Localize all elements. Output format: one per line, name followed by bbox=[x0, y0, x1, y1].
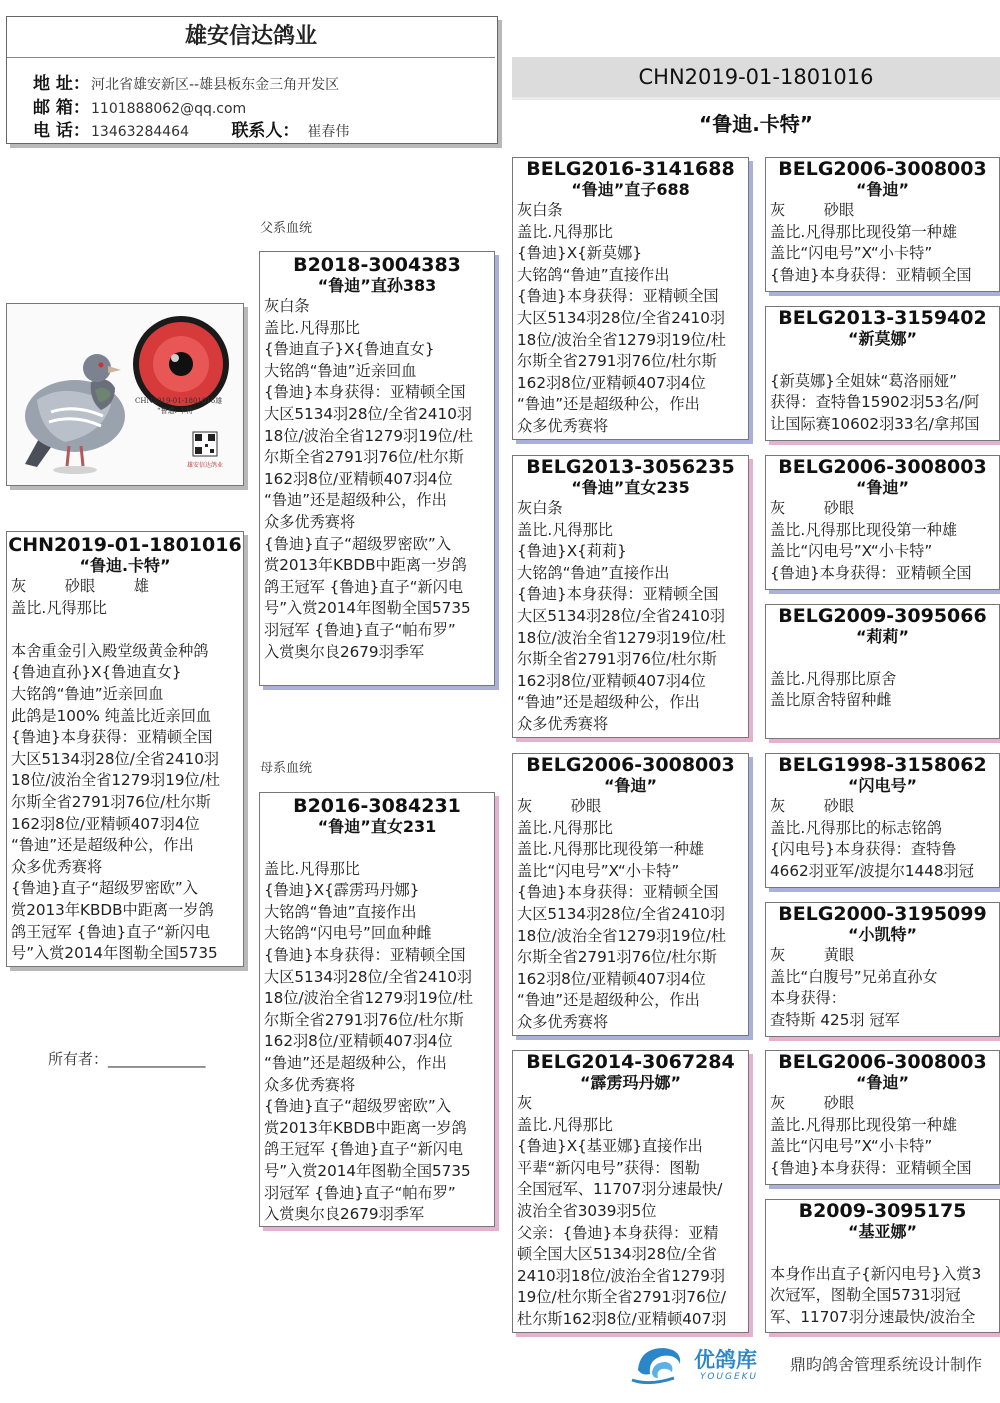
dam-card bbox=[259, 792, 495, 1227]
card-notes bbox=[513, 498, 748, 736]
note-line: 次冠军，图勒全国5731羽冠 bbox=[770, 1286, 961, 1305]
note-line: 灰 黄眼 bbox=[770, 946, 855, 964]
pigeon-photo-graphic bbox=[7, 304, 243, 485]
sire-ring: B2018-3004383 bbox=[293, 254, 461, 276]
note-line: 赏2013年KBDB中距离一岁鸽 bbox=[264, 1118, 467, 1137]
card-notes bbox=[766, 200, 999, 286]
note-line: 大区5134羽28位/全省2410羽 bbox=[11, 749, 220, 768]
address-value: 河北省雄安新区--雄县板东金三角开发区 bbox=[91, 77, 340, 93]
note-line: 让国际赛10602羽33名/拿邦国 bbox=[770, 414, 980, 433]
note-line: “鲁迪”还是超级种公，作出 bbox=[264, 491, 447, 510]
note-line: 灰 砂眼 bbox=[770, 499, 855, 517]
note-line: 18位/波治全省1279羽19位/杜 bbox=[264, 426, 474, 445]
swirl-logo-icon bbox=[630, 1340, 690, 1386]
owner-blank: _____________ bbox=[108, 1050, 206, 1068]
photo-watermark: 雄安信达鸽业 bbox=[187, 462, 224, 469]
phone-value: 13463284464 bbox=[91, 124, 189, 140]
card-notes bbox=[766, 349, 999, 435]
sire-name: “鲁迪”直孙383 bbox=[317, 276, 437, 295]
note-line bbox=[11, 619, 239, 641]
note-line: 盖比“闪电号”X“小卡特” bbox=[517, 861, 680, 880]
note-line: 盖比.凡得那比 bbox=[517, 520, 613, 539]
sire-card bbox=[259, 251, 495, 686]
note-line: 18位/波治全省1279羽19位/杜 bbox=[11, 771, 221, 790]
note-line: 盖比.凡得那比现役第一种雄 bbox=[770, 520, 958, 539]
note-line: 大铭鸽“鲁迪”近亲回血 bbox=[264, 361, 417, 380]
card-name: “鲁迪”直子688 bbox=[571, 180, 690, 199]
ggp-card-4 bbox=[765, 604, 1000, 739]
card-name: “莉莉” bbox=[855, 627, 910, 646]
note-line: 灰白条 bbox=[517, 201, 563, 219]
note-line: 号”入赏2014年图勒全国5735 bbox=[11, 944, 218, 963]
card-ring: BELG2013-3056235 bbox=[526, 456, 735, 478]
note-line: 尔斯全省2791羽76位/杜尔斯 bbox=[11, 792, 211, 811]
card-notes bbox=[513, 200, 748, 438]
note-line: 羽冠军 {鲁迪}直子“帕布罗” bbox=[264, 1183, 456, 1202]
logo-text-cn: 优鸽库 bbox=[694, 1348, 757, 1372]
photo-caption-name: “鲁迪. 卡特” bbox=[157, 407, 197, 415]
note-line: 入赏奥尔良2679羽季军 bbox=[264, 1205, 425, 1224]
dam-notes bbox=[260, 837, 494, 1226]
note-line: 众多优秀赛将 bbox=[517, 714, 609, 733]
subject-card bbox=[6, 531, 244, 967]
card-name: “闪电号” bbox=[847, 776, 918, 795]
note-line: 灰 砂眼 雄 bbox=[11, 577, 149, 595]
note-line: 162羽8位/亚精顿407羽4位 bbox=[517, 373, 706, 392]
email-row bbox=[33, 93, 246, 118]
note-line: 尔斯全省2791羽76位/杜尔斯 bbox=[517, 352, 717, 371]
note-line: 波治全省3039羽5位 bbox=[517, 1201, 657, 1220]
note-line: 灰 砂眼 bbox=[517, 797, 602, 815]
note-line: 162羽8位/亚精顿407羽4位 bbox=[264, 1032, 453, 1051]
note-line: 162羽8位/亚精顿407羽4位 bbox=[264, 469, 453, 488]
note-line: 尔斯全省2791羽76位/杜尔斯 bbox=[517, 650, 717, 669]
note-line bbox=[264, 837, 490, 859]
note-line: 盖比.凡得那比的标志铭鸽 bbox=[770, 818, 942, 837]
note-line: 18位/波治全省1279羽19位/杜 bbox=[517, 926, 727, 945]
dam-ring: B2016-3084231 bbox=[293, 795, 461, 817]
main-ring-band: CHN2019-01-1801016 bbox=[512, 57, 1000, 97]
note-line: 盖比.凡得那比现役第一种雄 bbox=[517, 840, 705, 859]
main-pigeon-name: “鲁迪.卡特” bbox=[699, 112, 813, 136]
note-line: 盖比.凡得那比 bbox=[517, 818, 613, 837]
card-ring: BELG2006-3008003 bbox=[778, 158, 987, 180]
note-line: 盖比原舍特留种雌 bbox=[770, 691, 892, 710]
note-line: 18位/波治全省1279羽19位/杜 bbox=[264, 989, 474, 1008]
email-label: 邮 箱： bbox=[33, 98, 90, 118]
note-line: 盖比.凡得那比 bbox=[517, 222, 613, 241]
note-line: {鲁迪}本身获得：亚精顿全国 bbox=[770, 563, 972, 582]
note-line: 大铭鸽“鲁迪”直接作出 bbox=[264, 902, 417, 921]
card-ring: BELG2013-3159402 bbox=[778, 307, 987, 329]
note-line: {鲁迪}X{霹雳玛丹娜} bbox=[264, 881, 420, 900]
note-line: {鲁迪}本身获得：亚精顿全国 bbox=[11, 728, 213, 747]
owner-label: 所有者： bbox=[48, 1050, 109, 1068]
note-line: 灰白条 bbox=[264, 297, 310, 315]
note-line: 号”入赏2014年图勒全国5735 bbox=[264, 1161, 471, 1180]
note-line: {鲁迪}X{莉莉} bbox=[517, 542, 627, 561]
note-line: “鲁迪”还是超级种公，作出 bbox=[517, 693, 700, 712]
note-line: {鲁迪}本身获得：亚精顿全国 bbox=[517, 883, 719, 902]
card-ring: BELG2014-3067284 bbox=[526, 1051, 735, 1073]
note-line: 尔斯全省2791羽76位/杜尔斯 bbox=[264, 1010, 464, 1029]
note-line: 大区5134羽28位/全省2410羽 bbox=[517, 308, 726, 327]
granddam-paternal-card bbox=[512, 455, 749, 738]
granddam-maternal-card bbox=[512, 1050, 749, 1333]
note-line: 2410羽18位/波治全省1279羽 bbox=[517, 1266, 726, 1285]
note-line: {新莫娜}全姐妹“葛洛丽娅” bbox=[770, 371, 957, 390]
note-line: “鲁迪”还是超级种公，作出 bbox=[517, 395, 700, 414]
note-line: 大铭鸽“鲁迪”直接作出 bbox=[517, 563, 670, 582]
card-notes bbox=[766, 647, 999, 712]
note-line: 灰 砂眼 bbox=[770, 797, 855, 815]
card-notes bbox=[766, 1242, 999, 1328]
note-line: 18位/波治全省1279羽19位/杜 bbox=[517, 628, 727, 647]
note-line: “鲁迪”还是超级种公，作出 bbox=[264, 1053, 447, 1072]
note-line: {鲁迪直子}X{鲁迪直女} bbox=[264, 340, 435, 359]
card-notes bbox=[766, 1093, 999, 1179]
card-ring: BELG2016-3141688 bbox=[526, 158, 735, 180]
sire-notes bbox=[260, 296, 494, 663]
ggp-card-8 bbox=[765, 1199, 1000, 1333]
loft-header bbox=[6, 16, 498, 144]
note-line: 大区5134羽28位/全省2410羽 bbox=[264, 967, 473, 986]
card-name: “鲁迪” bbox=[855, 1073, 910, 1092]
email-value[interactable]: 1101888062@qq.com bbox=[91, 101, 247, 117]
address-label: 地 址： bbox=[33, 74, 90, 94]
main-band-underline bbox=[512, 97, 1000, 100]
phone-row bbox=[33, 116, 349, 141]
note-line: 盖比.凡得那比现役第一种雄 bbox=[770, 222, 958, 241]
card-name: “霹雳玛丹娜” bbox=[579, 1073, 682, 1092]
note-line: 盖比.凡得那比 bbox=[517, 1115, 613, 1134]
note-line: 灰 砂眼 bbox=[770, 1094, 855, 1112]
sire-section-label: 父系血统 bbox=[260, 221, 313, 236]
subject-ring: CHN2019-01-1801016 bbox=[8, 534, 242, 556]
note-line: 众多优秀赛将 bbox=[264, 512, 356, 531]
dam-section-label: 母系血统 bbox=[260, 761, 313, 776]
note-line: 赏2013年KBDB中距离一岁鸽 bbox=[264, 556, 467, 575]
card-notes bbox=[766, 945, 999, 1031]
note-line: {鲁迪}本身获得：亚精顿全国 bbox=[517, 287, 719, 306]
ggp-card-5 bbox=[765, 753, 1000, 888]
note-line: 众多优秀赛将 bbox=[517, 416, 609, 435]
note-line bbox=[770, 349, 995, 371]
note-line: 全国冠军、11707羽分速最快/ bbox=[517, 1180, 723, 1199]
note-line: 大铭鸽“鲁迪”近亲回血 bbox=[11, 684, 164, 703]
card-name: “鲁迪”直女235 bbox=[571, 478, 690, 497]
note-line: 18位/波治全省1279羽19位/杜 bbox=[517, 330, 727, 349]
note-line: 盖比.凡得那比 bbox=[264, 318, 360, 337]
card-name: “新莫娜” bbox=[847, 329, 918, 348]
note-line: 灰 砂眼 bbox=[770, 201, 855, 219]
card-ring: BELG2006-3008003 bbox=[526, 754, 735, 776]
note-line: 号”入赏2014年图勒全国5735 bbox=[264, 599, 471, 618]
note-line: 羽冠军 {鲁迪}直子“帕布罗” bbox=[264, 620, 456, 639]
ggp-card-2 bbox=[765, 306, 1000, 441]
note-line: 众多优秀赛将 bbox=[517, 1012, 609, 1031]
card-name: “小凯特” bbox=[847, 925, 918, 944]
note-line: {鲁迪}本身获得：亚精顿全国 bbox=[264, 383, 466, 402]
note-line: {鲁迪}直子“超级罗密欧”入 bbox=[264, 1097, 451, 1116]
note-line: {鲁迪}X{基亚娜}直接作出 bbox=[517, 1137, 703, 1156]
note-line: {鲁迪直孙}X{鲁迪直女} bbox=[11, 663, 182, 682]
note-line: 鸽王冠军 {鲁迪}直子“新闪电 bbox=[264, 1140, 464, 1159]
note-line: 盖比.凡得那比现役第一种雄 bbox=[770, 1115, 958, 1134]
note-line: 查特斯 425羽 冠军 bbox=[770, 1010, 900, 1029]
card-notes bbox=[513, 796, 748, 1034]
logo-text-en: YOUGEKU bbox=[700, 1372, 759, 1382]
note-line: {鲁迪}直子“超级罗密欧”入 bbox=[264, 534, 451, 553]
note-line: 大铭鸽“闪电号”回血种雌 bbox=[264, 924, 432, 943]
note-line: 鸽王冠军 {鲁迪}直子“新闪电 bbox=[264, 577, 464, 596]
note-line: 盖比.凡得那比原舍 bbox=[770, 669, 897, 688]
note-line: 入赏奥尔良2679羽季军 bbox=[264, 642, 425, 661]
card-name: “鲁迪” bbox=[855, 180, 910, 199]
note-line: 大区5134羽28位/全省2410羽 bbox=[517, 904, 726, 923]
note-line: 盖比“闪电号”X“小卡特” bbox=[770, 1137, 933, 1156]
note-line: {鲁迪}本身获得：亚精顿全国 bbox=[770, 1158, 972, 1177]
card-name: “基亚娜” bbox=[847, 1222, 918, 1241]
note-line: {鲁迪}直子“超级罗密欧”入 bbox=[11, 879, 198, 898]
card-name: “鲁迪” bbox=[855, 478, 910, 497]
phone-label: 电 话： bbox=[33, 121, 90, 141]
card-ring: BELG2009-3095066 bbox=[778, 605, 987, 627]
note-line: 大区5134羽28位/全省2410羽 bbox=[517, 606, 726, 625]
note-line: 162羽8位/亚精顿407羽4位 bbox=[517, 969, 706, 988]
subject-name: “鲁迪.卡特” bbox=[79, 556, 171, 575]
note-line: {鲁迪}X{新莫娜} bbox=[517, 244, 642, 263]
card-notes bbox=[766, 796, 999, 882]
card-notes bbox=[513, 1093, 748, 1331]
note-line: 平辈“新闪电号”获得：图勒 bbox=[517, 1158, 700, 1177]
pigeon-photo bbox=[6, 303, 244, 486]
note-line: 大铭鸽“鲁迪”直接作出 bbox=[517, 265, 670, 284]
note-line: 父亲：{鲁迪}本身获得：亚精 bbox=[517, 1223, 719, 1242]
note-line: 众多优秀赛将 bbox=[264, 1075, 356, 1094]
address-row bbox=[33, 69, 339, 94]
footer-credit: 鼎昀鸽舍管理系统设计制作 bbox=[790, 1355, 983, 1374]
note-line: 获得：查特鲁15902羽53名/阿 bbox=[770, 393, 980, 412]
note-line: 灰白条 bbox=[517, 499, 563, 517]
card-notes bbox=[766, 498, 999, 584]
note-line: {鲁迪}本身获得：亚精顿全国 bbox=[264, 945, 466, 964]
note-line: 大区5134羽28位/全省2410羽 bbox=[264, 404, 473, 423]
ggp-card-1 bbox=[765, 157, 1000, 292]
note-line: {鲁迪}本身获得：亚精顿全国 bbox=[770, 265, 972, 284]
note-line: {鲁迪}本身获得：亚精顿全国 bbox=[517, 585, 719, 604]
note-line: “鲁迪”还是超级种公，作出 bbox=[11, 836, 194, 855]
grandsire-paternal-card bbox=[512, 157, 749, 440]
note-line: 本身获得： bbox=[770, 989, 846, 1008]
note-line: 本身作出直子{新闪电号}入赏3 bbox=[770, 1264, 982, 1283]
note-line: 盖比“闪电号”X“小卡特” bbox=[770, 244, 933, 263]
yougeku-logo bbox=[630, 1340, 770, 1390]
ggp-card-3 bbox=[765, 455, 1000, 590]
note-line: 众多优秀赛将 bbox=[11, 857, 103, 876]
note-line: 此鸽是100% 纯盖比近亲回血 bbox=[11, 706, 212, 725]
contact-value: 崔春伟 bbox=[307, 124, 350, 140]
card-ring: B2009-3095175 bbox=[798, 1200, 967, 1222]
owner-line bbox=[48, 1048, 206, 1069]
note-line: 尔斯全省2791羽76位/杜尔斯 bbox=[517, 948, 717, 967]
card-ring: BELG1998-3158062 bbox=[778, 754, 987, 776]
note-line: {闪电号}本身获得：查特鲁 bbox=[770, 840, 957, 859]
note-line: 鸽王冠军 {鲁迪}直子“新闪电 bbox=[11, 922, 211, 941]
note-line: 162羽8位/亚精顿407羽4位 bbox=[11, 814, 200, 833]
note-line: 盖比.凡得那比 bbox=[11, 598, 107, 617]
card-ring: BELG2006-3008003 bbox=[778, 456, 987, 478]
note-line: 杜尔斯162羽8位/亚精顿407羽 bbox=[517, 1309, 727, 1328]
note-line bbox=[770, 647, 995, 669]
ggp-card-6 bbox=[765, 902, 1000, 1037]
note-line: 尔斯全省2791羽76位/杜尔斯 bbox=[264, 448, 464, 467]
note-line: 盖比.凡得那比 bbox=[264, 859, 360, 878]
card-ring: BELG2000-3195099 bbox=[778, 903, 987, 925]
card-name: “鲁迪” bbox=[603, 776, 658, 795]
dam-name: “鲁迪”直女231 bbox=[317, 817, 437, 836]
note-line: 4662羽亚军/波提尔1448羽冠 bbox=[770, 861, 974, 880]
photo-caption-ring: CHN2019-01-1801016雄 bbox=[135, 397, 223, 405]
note-line: 162羽8位/亚精顿407羽4位 bbox=[517, 671, 706, 690]
card-ring: BELG2006-3008003 bbox=[778, 1051, 987, 1073]
grandsire-maternal-card bbox=[512, 753, 749, 1036]
note-line: 灰 bbox=[517, 1094, 533, 1112]
ggp-card-7 bbox=[765, 1050, 1000, 1185]
note-line: 盖比“闪电号”X“小卡特” bbox=[770, 542, 933, 561]
note-line: 本舍重金引入殿堂级黄金种鸽 bbox=[11, 641, 209, 660]
note-line bbox=[770, 1242, 995, 1264]
subject-notes bbox=[7, 576, 243, 965]
loft-name: 雄安信达鸽业 bbox=[7, 17, 495, 58]
note-line: 19位/杜尔斯全省2791羽76位/ bbox=[517, 1288, 727, 1307]
note-line: “鲁迪”还是超级种公，作出 bbox=[517, 991, 700, 1010]
contact-label: 联系人： bbox=[231, 121, 300, 141]
note-line: 赏2013年KBDB中距离一岁鸽 bbox=[11, 900, 214, 919]
note-line: 顿全国大区5134羽28位/全省 bbox=[517, 1245, 717, 1264]
note-line: 盖比“白腹号”兄弟直孙女 bbox=[770, 967, 938, 986]
note-line: 军、11707羽分速最快/波治全 bbox=[770, 1307, 976, 1326]
